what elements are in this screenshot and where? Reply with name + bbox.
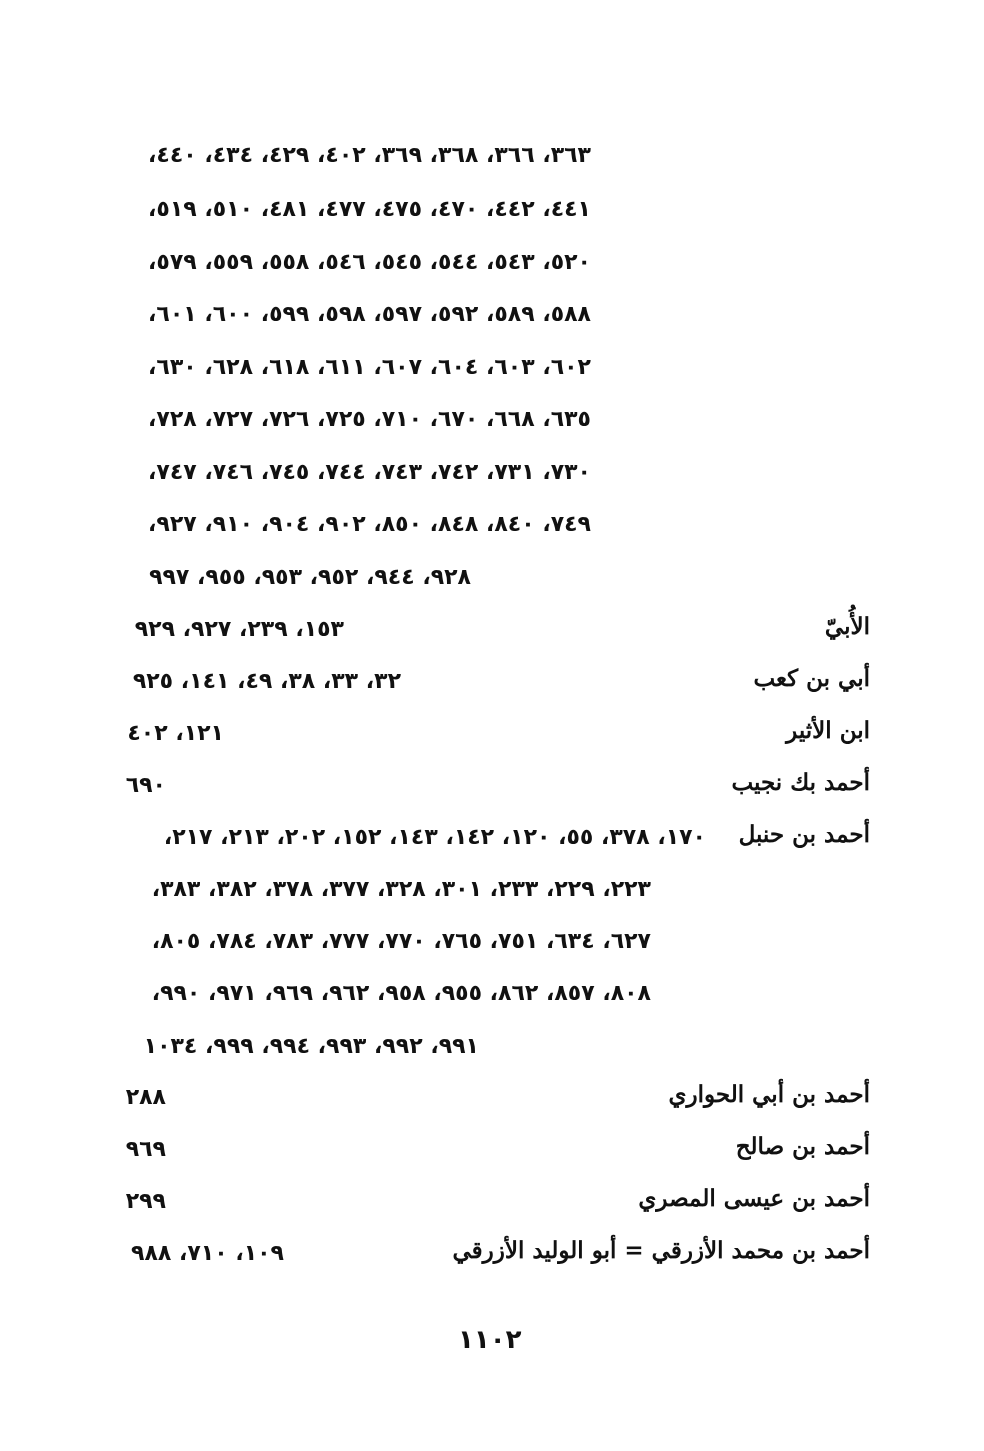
continuation-line: ٨٠٨، ٨٥٧، ٨٦٢، ٩٥٥، ٩٥٨، ٩٦٢، ٩٦٩، ٩٧١، ٩٩٠، xyxy=(151,981,651,1006)
entry-name: أحمد بن أبي الحواري xyxy=(668,1081,870,1108)
continuation-line: ٣٦٣، ٣٦٦، ٣٦٨، ٣٦٩، ٤٠٢، ٤٢٩، ٤٣٤، ٤٤٠، xyxy=(148,143,591,168)
continuation-line: ٥٨٨، ٥٨٩، ٥٩٢، ٥٩٧، ٥٩٨، ٥٩٩، ٦٠٠، ٦٠١، xyxy=(148,302,591,327)
entry-name: أحمد بن حنبل xyxy=(738,821,870,848)
entry-name: ابن الأثير xyxy=(786,717,870,744)
entry-pages: ٣٢، ٣٣، ٣٨، ٤٩، ١٤١، ٩٢٥ xyxy=(132,669,401,694)
continuation-line: ٧٤٩، ٨٤٠، ٨٤٨، ٨٥٠، ٩٠٢، ٩٠٤، ٩١٠، ٩٢٧، xyxy=(148,512,591,537)
entry-name: أحمد بن عيسى المصري xyxy=(638,1185,870,1212)
entry-name: أحمد بن صالح xyxy=(735,1133,870,1160)
continuation-line: ٧٣٠، ٧٣١، ٧٤٢، ٧٤٣، ٧٤٤، ٧٤٥، ٧٤٦، ٧٤٧، xyxy=(148,460,591,485)
entry-pages: ١٧٠، ٣٧٨، ٥٥، ١٢٠، ١٤٢، ١٤٣، ١٥٢، ٢٠٢، ٢١٣، ٢١٧، xyxy=(163,825,706,850)
entry-pages: ٢٩٩ xyxy=(125,1189,166,1214)
continuation-line: ٦٣٥، ٦٦٨، ٦٧٠، ٧١٠، ٧٢٥، ٧٢٦، ٧٢٧، ٧٢٨، xyxy=(148,407,591,432)
entry-name: الأُبيّ xyxy=(824,613,870,640)
continuation-line: ٤٤١، ٤٤٢، ٤٧٠، ٤٧٥، ٤٧٧، ٤٨١، ٥١٠، ٥١٩، xyxy=(148,197,591,222)
entry-name: أحمد بك نجيب xyxy=(731,769,870,796)
entry-name: أحمد بن محمد الأزرقي = أبو الوليد الأزرقي xyxy=(452,1237,870,1264)
entry-pages: ٢٨٨ xyxy=(125,1085,166,1110)
entry-pages: ٦٩٠ xyxy=(125,773,166,798)
entry-pages: ١٥٣، ٢٣٩، ٩٢٧، ٩٢٩ xyxy=(134,617,344,642)
entry-pages: ١٠٩، ٧١٠، ٩٨٨ xyxy=(131,1241,284,1266)
continuation-line: ٩٩١، ٩٩٢، ٩٩٣، ٩٩٤، ٩٩٩، ١٠٣٤ xyxy=(143,1034,479,1059)
continuation-line: ٦٠٢، ٦٠٣، ٦٠٤، ٦٠٧، ٦١١، ٦١٨، ٦٢٨، ٦٣٠، xyxy=(148,355,591,380)
entry-pages: ١٢١، ٤٠٢ xyxy=(127,721,224,746)
entry-name: أبي بن كعب xyxy=(753,665,870,692)
page-number: ١١٠٢ xyxy=(458,1325,522,1355)
continuation-line: ٦٢٧، ٦٣٤، ٧٥١، ٧٦٥، ٧٧٠، ٧٧٧، ٧٨٣، ٧٨٤، ٨٠٥، xyxy=(151,929,651,954)
continuation-line: ٥٢٠، ٥٤٣، ٥٤٤، ٥٤٥، ٥٤٦، ٥٥٨، ٥٥٩، ٥٧٩، xyxy=(148,250,591,275)
continuation-line: ٩٢٨، ٩٤٤، ٩٥٢، ٩٥٣، ٩٥٥، ٩٩٧ xyxy=(149,565,471,590)
continuation-line: ٢٢٣، ٢٢٩، ٢٣٣، ٣٠١، ٣٢٨، ٣٧٧، ٣٧٨، ٣٨٢، ٣٨٣، xyxy=(151,877,651,902)
entry-pages: ٩٦٩ xyxy=(125,1137,166,1162)
